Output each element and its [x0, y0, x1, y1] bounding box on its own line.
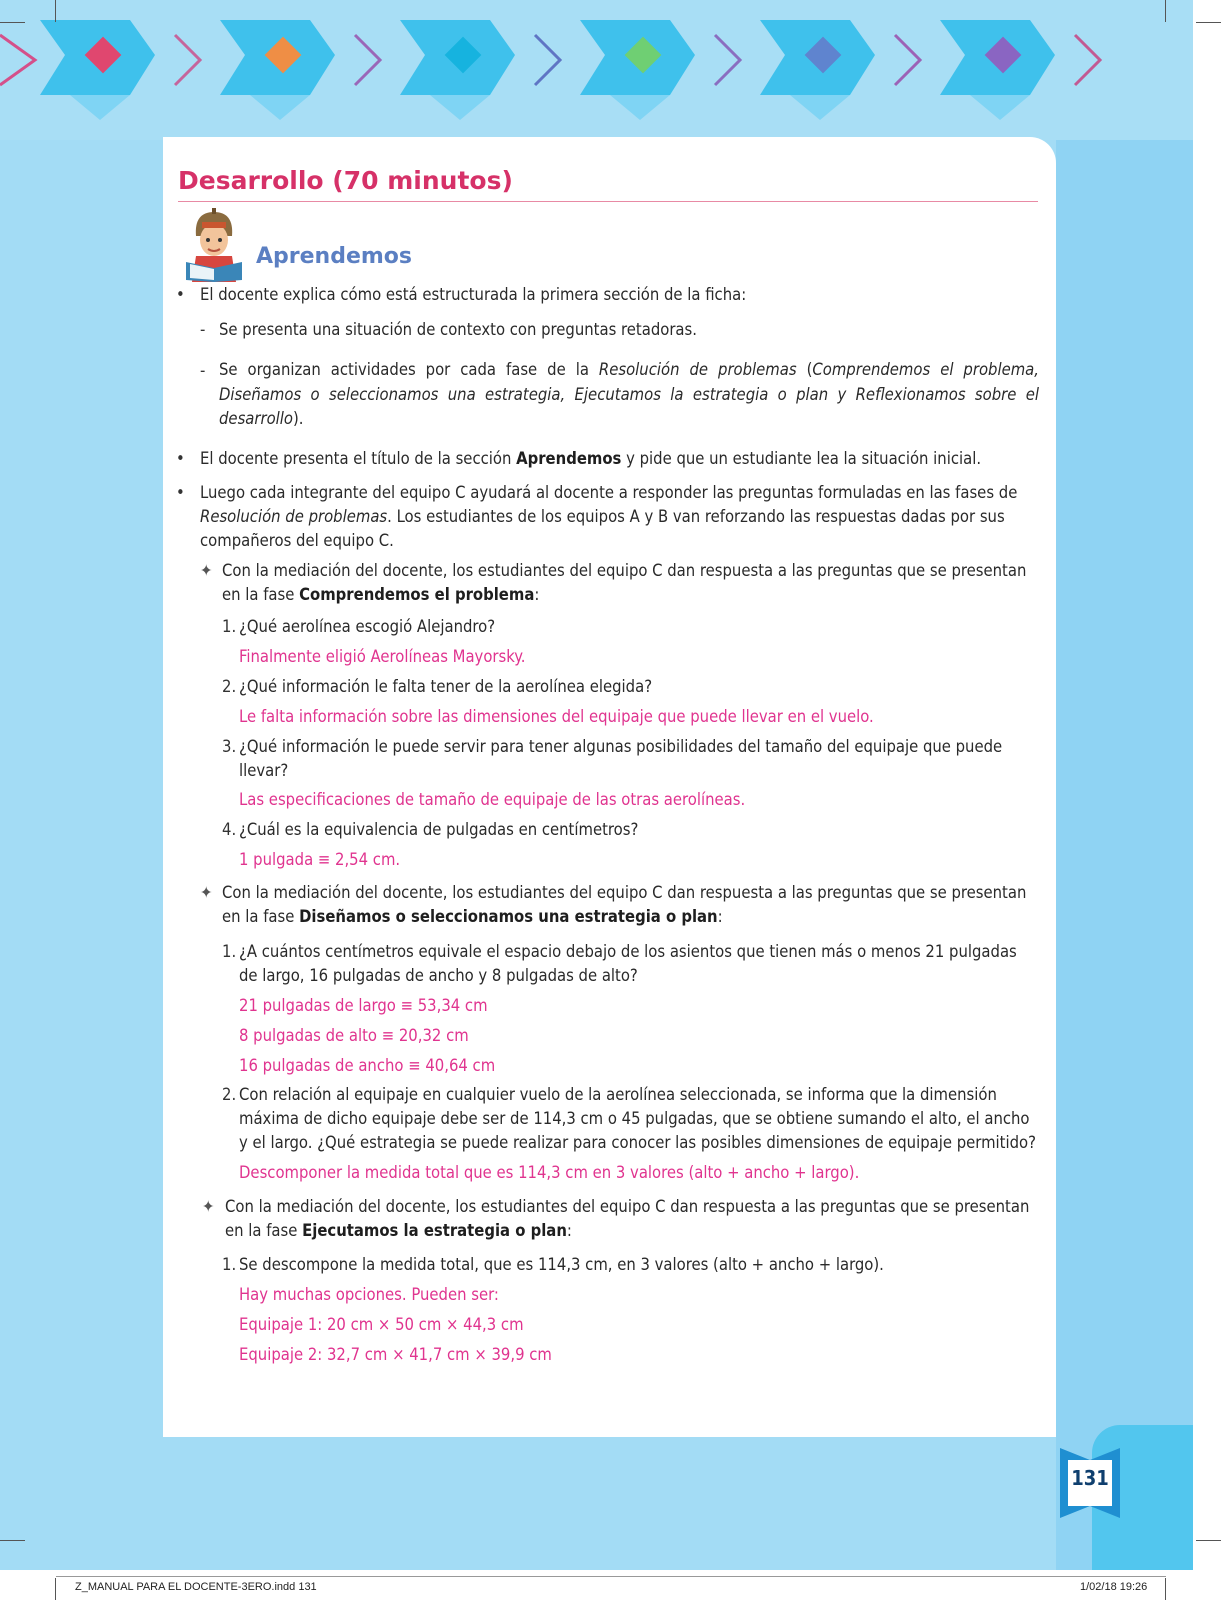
phase-intro-line: en la fase Comprendemos el problema: [222, 585, 540, 604]
student-reading-icon [186, 208, 242, 282]
sparkle-icon: ✦ [200, 883, 213, 902]
decorative-banner [0, 0, 1193, 140]
bullet-text-line: Luego cada integrante del equipo C ayudará al docente a responder las preguntas formuladas en las fases de [200, 483, 1018, 502]
phase-intro-line: Con la mediación del docente, los estudiantes del equipo C dan respuesta a las preguntas que se presentan [222, 883, 1027, 902]
answer-text: Equipaje 1: 20 cm × 50 cm × 44,3 cm [239, 1315, 524, 1334]
crop-mark [0, 22, 25, 23]
question-text: Se descompone la medida total, que es 114,3 cm, en 3 valores (alto + ancho + largo). [239, 1255, 884, 1274]
question-number: 2. [222, 1085, 237, 1104]
bullet-text-line: Resolución de problemas. Los estudiantes de los equipos A y B van reforzando las respuestas dadas por sus [200, 507, 1005, 526]
question-text-line: ¿Qué información le puede servir para tener algunas posibilidades del tamaño del equipaje que puede [239, 737, 1003, 756]
crop-mark [0, 1540, 25, 1541]
answer-text: 16 pulgadas de ancho ≡ 40,64 cm [239, 1056, 496, 1075]
question-number: 3. [222, 737, 237, 756]
crop-mark [1196, 22, 1221, 23]
question-text-line: de largo, 16 pulgadas de ancho y 8 pulgadas de alto? [239, 966, 638, 985]
bullet-marker: • [176, 483, 185, 502]
crop-mark [1165, 1578, 1166, 1600]
bullet-text: El docente presenta el título de la sección Aprendemos y pide que un estudiante lea la situación inicial. [200, 449, 982, 468]
dash-marker: - [200, 320, 206, 339]
question-number: 1. [222, 942, 237, 961]
question-text-line: y el largo. ¿Qué estrategia se puede realizar para conocer las posibles dimensiones de equipaje permitido? [239, 1133, 1036, 1152]
crop-mark [1165, 0, 1166, 22]
right-margin-strip [1056, 140, 1193, 1570]
page-number: 131 [1071, 1466, 1109, 1490]
sparkle-icon: ✦ [200, 561, 213, 580]
sub-item-text: Se presenta una situación de contexto con preguntas retadoras. [219, 320, 697, 339]
answer-text: Le falta información sobre las dimensiones del equipaje que puede llevar en el vuelo. [239, 707, 874, 726]
footer-date: 1/02/18 19:26 [1080, 1581, 1148, 1593]
question-number: 4. [222, 820, 237, 839]
question-number: 1. [222, 617, 237, 636]
crop-mark [1196, 1540, 1221, 1541]
phase-intro-line: en la fase Ejecutamos la estrategia o plan: [225, 1221, 572, 1240]
answer-text: Hay muchas opciones. Pueden ser: [239, 1285, 499, 1304]
bullet-text: El docente explica cómo está estructurada la primera sección de la ficha: [200, 285, 747, 304]
title-divider [178, 201, 1038, 202]
section-title: Desarrollo (70 minutos) [178, 166, 513, 195]
phase-intro-line: en la fase Diseñamos o seleccionamos una estrategia o plan: [222, 907, 723, 926]
answer-text: 1 pulgada ≡ 2,54 cm. [239, 850, 401, 869]
phase-intro-line: Con la mediación del docente, los estudiantes del equipo C dan respuesta a las preguntas que se presentan [225, 1197, 1030, 1216]
question-number: 1. [222, 1255, 237, 1274]
dash-marker: - [200, 361, 206, 380]
question-text-line: máxima de dicho equipaje debe ser de 114,3 cm o 45 pulgadas, que se obtiene sumando el alto, el ancho [239, 1109, 1030, 1128]
bullet-marker: • [176, 449, 185, 468]
question-text-line: Con relación al equipaje en cualquier vuelo de la aerolínea seleccionada, se informa que la dimensión [239, 1085, 997, 1104]
question-number: 2. [222, 677, 237, 696]
answer-text: Las especificaciones de tamaño de equipaje de las otras aerolíneas. [239, 790, 746, 809]
footer-rule [56, 1576, 1166, 1577]
question-text-line: ¿A cuántos centímetros equivale el espacio debajo de los asientos que tienen más o menos 21 pulgadas [239, 942, 1017, 961]
bullet-marker: • [176, 285, 185, 304]
bullet-text-line: compañeros del equipo C. [200, 531, 394, 550]
question-text: ¿Qué aerolínea escogió Alejandro? [239, 617, 496, 636]
answer-text: Equipaje 2: 32,7 cm × 41,7 cm × 39,9 cm [239, 1345, 552, 1364]
answer-text: Descomponer la medida total que es 114,3 cm en 3 valores (alto + ancho + largo). [239, 1163, 860, 1182]
subsection-title: Aprendemos [256, 244, 413, 269]
crop-mark [55, 1578, 56, 1600]
answer-text: 21 pulgadas de largo ≡ 53,34 cm [239, 996, 488, 1015]
sparkle-icon: ✦ [202, 1197, 215, 1216]
answer-text: 8 pulgadas de alto ≡ 20,32 cm [239, 1026, 469, 1045]
question-text: ¿Cuál es la equivalencia de pulgadas en centímetros? [239, 820, 639, 839]
answer-text: Finalmente eligió Aerolíneas Mayorsky. [239, 647, 526, 666]
footer-file-name: Z_MANUAL PARA EL DOCENTE-3ERO.indd 131 [75, 1581, 317, 1593]
phase-intro-line: Con la mediación del docente, los estudiantes del equipo C dan respuesta a las preguntas que se presentan [222, 561, 1027, 580]
crop-mark [55, 0, 56, 22]
sub-item-paragraph: Se organizan actividades por cada fase de la Resolución de problemas (Comprendemos el problema, Diseñamos o seleccionamos una estrategia, Ejecutamos la estrategia o plan y Reflexionamos sobre el desarrollo). [219, 360, 1039, 428]
question-text-line: llevar? [239, 761, 289, 780]
question-text: ¿Qué información le falta tener de la aerolínea elegida? [239, 677, 653, 696]
